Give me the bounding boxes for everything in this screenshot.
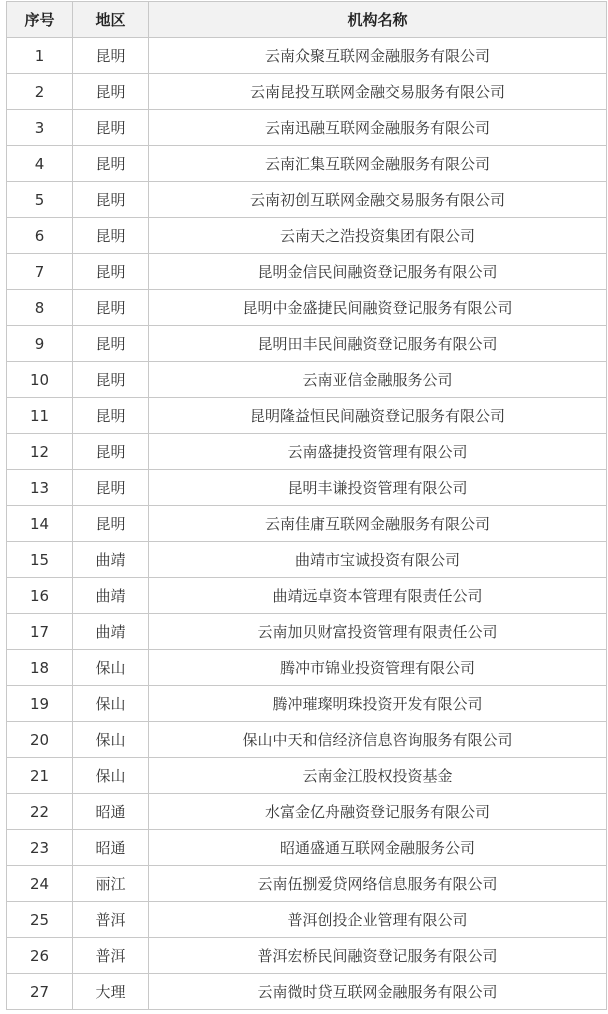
cell-name: 昆明隆益恒民间融资登记服务有限公司 <box>149 398 607 434</box>
cell-region: 昆明 <box>73 398 149 434</box>
cell-name: 昆明田丰民间融资登记服务有限公司 <box>149 326 607 362</box>
cell-no: 16 <box>7 578 73 614</box>
cell-no: 20 <box>7 722 73 758</box>
cell-name: 腾冲璀璨明珠投资开发有限公司 <box>149 686 607 722</box>
cell-name: 云南佳庸互联网金融服务有限公司 <box>149 506 607 542</box>
table-row <box>7 902 607 938</box>
header-row <box>7 2 607 38</box>
cell-name: 云南众聚互联网金融服务有限公司 <box>149 38 607 74</box>
table-row <box>7 938 607 974</box>
table-row <box>7 362 607 398</box>
table-row <box>7 542 607 578</box>
cell-region: 保山 <box>73 758 149 794</box>
cell-region: 昆明 <box>73 110 149 146</box>
cell-no: 11 <box>7 398 73 434</box>
cell-name: 云南汇集互联网金融服务有限公司 <box>149 146 607 182</box>
cell-name: 昆明金信民间融资登记服务有限公司 <box>149 254 607 290</box>
table-row <box>7 434 607 470</box>
cell-no: 2 <box>7 74 73 110</box>
cell-name: 云南微时贷互联网金融服务有限公司 <box>149 974 607 1010</box>
cell-no: 8 <box>7 290 73 326</box>
cell-no: 14 <box>7 506 73 542</box>
table-row <box>7 326 607 362</box>
cell-no: 15 <box>7 542 73 578</box>
cell-region: 昆明 <box>73 326 149 362</box>
cell-region: 昆明 <box>73 218 149 254</box>
table-row <box>7 722 607 758</box>
cell-region: 曲靖 <box>73 578 149 614</box>
table-header <box>7 2 607 38</box>
cell-no: 17 <box>7 614 73 650</box>
cell-no: 9 <box>7 326 73 362</box>
cell-name: 保山中天和信经济信息咨询服务有限公司 <box>149 722 607 758</box>
cell-region: 曲靖 <box>73 614 149 650</box>
cell-region: 昆明 <box>73 146 149 182</box>
cell-no: 5 <box>7 182 73 218</box>
cell-no: 7 <box>7 254 73 290</box>
table-row <box>7 74 607 110</box>
cell-name: 曲靖远卓资本管理有限责任公司 <box>149 578 607 614</box>
table-row <box>7 650 607 686</box>
cell-region: 大理 <box>73 974 149 1010</box>
cell-region: 保山 <box>73 650 149 686</box>
table-row <box>7 398 607 434</box>
table-row <box>7 830 607 866</box>
cell-name: 云南初创互联网金融交易服务有限公司 <box>149 182 607 218</box>
cell-region: 普洱 <box>73 938 149 974</box>
cell-region: 昆明 <box>73 290 149 326</box>
cell-name: 普洱宏桥民间融资登记服务有限公司 <box>149 938 607 974</box>
header-region: 地区 <box>73 2 149 38</box>
cell-region: 昆明 <box>73 470 149 506</box>
table-row <box>7 794 607 830</box>
cell-region: 昆明 <box>73 38 149 74</box>
cell-no: 24 <box>7 866 73 902</box>
cell-no: 27 <box>7 974 73 1010</box>
cell-name: 云南盛捷投资管理有限公司 <box>149 434 607 470</box>
cell-region: 昆明 <box>73 506 149 542</box>
table-body <box>7 38 607 1010</box>
cell-no: 12 <box>7 434 73 470</box>
cell-no: 13 <box>7 470 73 506</box>
cell-region: 昆明 <box>73 434 149 470</box>
cell-no: 3 <box>7 110 73 146</box>
cell-name: 昆明丰谦投资管理有限公司 <box>149 470 607 506</box>
institution-table <box>6 1 607 1010</box>
cell-no: 25 <box>7 902 73 938</box>
cell-region: 昆明 <box>73 182 149 218</box>
cell-no: 6 <box>7 218 73 254</box>
cell-name: 云南昆投互联网金融交易服务有限公司 <box>149 74 607 110</box>
table-row <box>7 182 607 218</box>
table-row <box>7 974 607 1010</box>
table-row <box>7 614 607 650</box>
cell-name: 云南亚信金融服务公司 <box>149 362 607 398</box>
cell-name: 昭通盛通互联网金融服务公司 <box>149 830 607 866</box>
table-row <box>7 290 607 326</box>
cell-region: 丽江 <box>73 866 149 902</box>
cell-region: 保山 <box>73 722 149 758</box>
table-row <box>7 470 607 506</box>
table-row <box>7 146 607 182</box>
cell-no: 1 <box>7 38 73 74</box>
header-name: 机构名称 <box>149 2 607 38</box>
cell-no: 23 <box>7 830 73 866</box>
cell-no: 22 <box>7 794 73 830</box>
cell-name: 云南金江股权投资基金 <box>149 758 607 794</box>
cell-no: 21 <box>7 758 73 794</box>
cell-region: 曲靖 <box>73 542 149 578</box>
table-row <box>7 506 607 542</box>
table-row <box>7 110 607 146</box>
cell-name: 云南天之浩投资集团有限公司 <box>149 218 607 254</box>
cell-no: 18 <box>7 650 73 686</box>
cell-name: 曲靖市宝诚投资有限公司 <box>149 542 607 578</box>
table-row <box>7 866 607 902</box>
header-no: 序号 <box>7 2 73 38</box>
cell-name: 腾冲市锦业投资管理有限公司 <box>149 650 607 686</box>
cell-no: 26 <box>7 938 73 974</box>
cell-region: 昆明 <box>73 74 149 110</box>
table-row <box>7 686 607 722</box>
cell-no: 10 <box>7 362 73 398</box>
cell-region: 昆明 <box>73 254 149 290</box>
cell-region: 保山 <box>73 686 149 722</box>
cell-name: 云南加贝财富投资管理有限责任公司 <box>149 614 607 650</box>
cell-no: 19 <box>7 686 73 722</box>
table-row <box>7 758 607 794</box>
cell-no: 4 <box>7 146 73 182</box>
cell-region: 昆明 <box>73 362 149 398</box>
cell-name: 水富金亿舟融资登记服务有限公司 <box>149 794 607 830</box>
table-row <box>7 254 607 290</box>
cell-name: 云南迅融互联网金融服务有限公司 <box>149 110 607 146</box>
table-row <box>7 218 607 254</box>
cell-name: 普洱创投企业管理有限公司 <box>149 902 607 938</box>
table-row <box>7 578 607 614</box>
cell-region: 普洱 <box>73 902 149 938</box>
cell-region: 昭通 <box>73 794 149 830</box>
cell-name: 云南伍捌爱贷网络信息服务有限公司 <box>149 866 607 902</box>
cell-name: 昆明中金盛捷民间融资登记服务有限公司 <box>149 290 607 326</box>
cell-region: 昭通 <box>73 830 149 866</box>
table-row <box>7 38 607 74</box>
